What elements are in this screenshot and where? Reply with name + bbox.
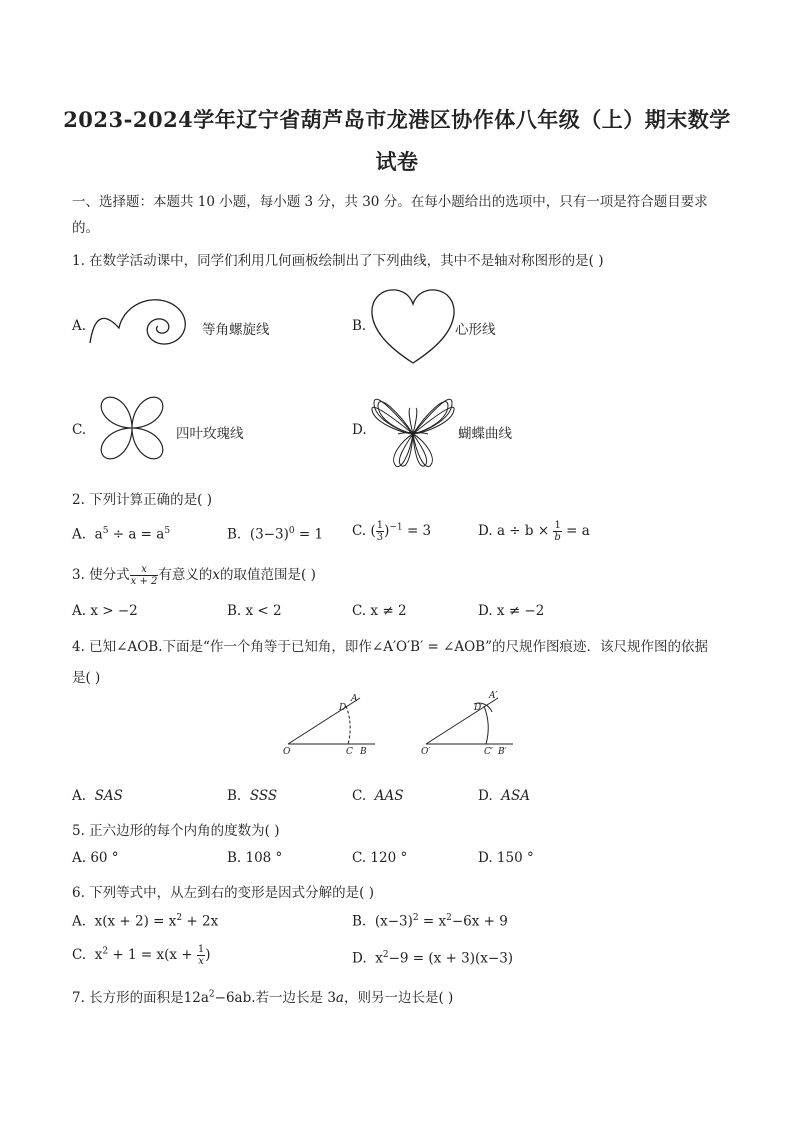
section-heading: 一、选择题：本题共 10 小题，每小题 3 分，共 30 分。在每小题给出的选项中，只有一项是符合题目要求 (72, 194, 708, 210)
fig1-label-b: B (360, 747, 367, 757)
question-4-stem: 4. 已知∠AOB.下面是“作一个角等于已知角，即作∠A′O′B′ = ∠AOB”的尺规作图痕迹．该尺规作图的依据 (72, 639, 709, 655)
fig1-label-c: C (346, 747, 353, 757)
fig1-label-a: A (351, 694, 358, 704)
section-heading-cont: 的。 (72, 220, 99, 236)
q4-option-a: A. SAS (72, 788, 123, 804)
q6-option-c: C. $x^2 + 1 = x(x$ + $\frac{1}{x}$ ) (72, 944, 211, 967)
q2-option-a: A. $a^5 \div a = a^5$ (72, 526, 171, 543)
angle-a-prime-o-prime-b-prime-figure (418, 688, 518, 758)
fig2-label-d: D′ (474, 703, 484, 713)
q5-option-b: B. 108 ° (227, 850, 283, 866)
q1-option-b-caption: 心形线 (455, 322, 496, 338)
q1-option-a-caption: 等角螺旋线 (202, 322, 270, 338)
q3-option-a: A. x > −2 (72, 603, 138, 619)
fig2-label-c: C′ (484, 747, 493, 757)
question-3-stem: 3. 使分式 $\frac{x}{x + 2}$ 有意义的x的取值范围是( ) (72, 564, 316, 587)
q4-option-c: C. AAS (352, 788, 404, 804)
q4-option-d: D. ASA (478, 788, 530, 804)
q5-option-c: C. 120 ° (352, 850, 408, 866)
fig2-label-o: O′ (421, 747, 431, 757)
q3-option-b: B. x < 2 (227, 603, 282, 619)
q3-option-d: D. x ≠ −2 (478, 603, 545, 619)
question-1-stem: 1. 在数学活动课中，同学们利用几何画板绘制出了下列曲线，其中不是轴对称图形的是( ) (72, 253, 604, 269)
equiangular-spiral-figure (88, 283, 203, 365)
question-7-stem: 7. 长方形的面积是$12a^2-6ab$.若一边长是 3a，则另一边长是( ) (72, 989, 454, 1006)
q6-option-b: B. $(x-3)^2 = x^2-6x + 9$ (352, 913, 508, 930)
q1-option-b-letter: B. (352, 318, 367, 334)
q1-option-d-letter: D. (352, 422, 367, 438)
question-2-stem: 2. 下列计算正确的是( ) (72, 492, 212, 508)
fig2-label-a: A′ (489, 691, 498, 701)
exam-title-line1: 2023-2024学年辽宁省葫芦岛市龙港区协作体八年级（上）期末数学 (63, 107, 731, 132)
q6-option-d: D. $x^2-9 = (x + 3)(x-3)$ (352, 950, 514, 967)
exam-title-line2: 试卷 (375, 149, 419, 174)
fig1-label-o: O (283, 747, 291, 757)
fig2-label-b: B′ (498, 747, 507, 757)
cardioid-heart-figure (368, 284, 458, 366)
q4-option-b: B. SSS (227, 788, 278, 804)
q5-option-d: D. 150 ° (478, 850, 534, 866)
q1-option-d-caption: 蝴蝶曲线 (458, 426, 512, 442)
angle-aob-figure (280, 688, 380, 758)
q6-option-a: A. $x(x + 2) = x^2 + 2x$ (72, 913, 219, 930)
question-6-stem: 6. 下列等式中，从左到右的变形是因式分解的是( ) (72, 885, 374, 901)
q1-option-a-letter: A. (72, 318, 87, 334)
q3-option-c: C. x ≠ 2 (352, 603, 407, 619)
q1-option-c-caption: 四叶玫瑰线 (176, 426, 244, 442)
fig1-label-d: D (339, 703, 347, 713)
q1-option-c-letter: C. (72, 422, 87, 438)
butterfly-curve-figure (368, 386, 458, 472)
question-4-stem-cont: 是( ) (72, 670, 101, 686)
q2-option-d: D. a ÷ b × $\frac{1}{b}$ = a (478, 520, 590, 543)
four-leaf-rose-figure (90, 386, 174, 470)
q2-option-c: C. ( $\frac{1}{3}$ )$^{-1}$ = 3 (352, 520, 432, 543)
q5-option-a: A. 60 ° (72, 850, 119, 866)
q2-option-b: B. $(3-3)^0 = 1$ (227, 526, 324, 543)
question-5-stem: 5. 正六边形的每个内角的度数为( ) (72, 823, 280, 839)
